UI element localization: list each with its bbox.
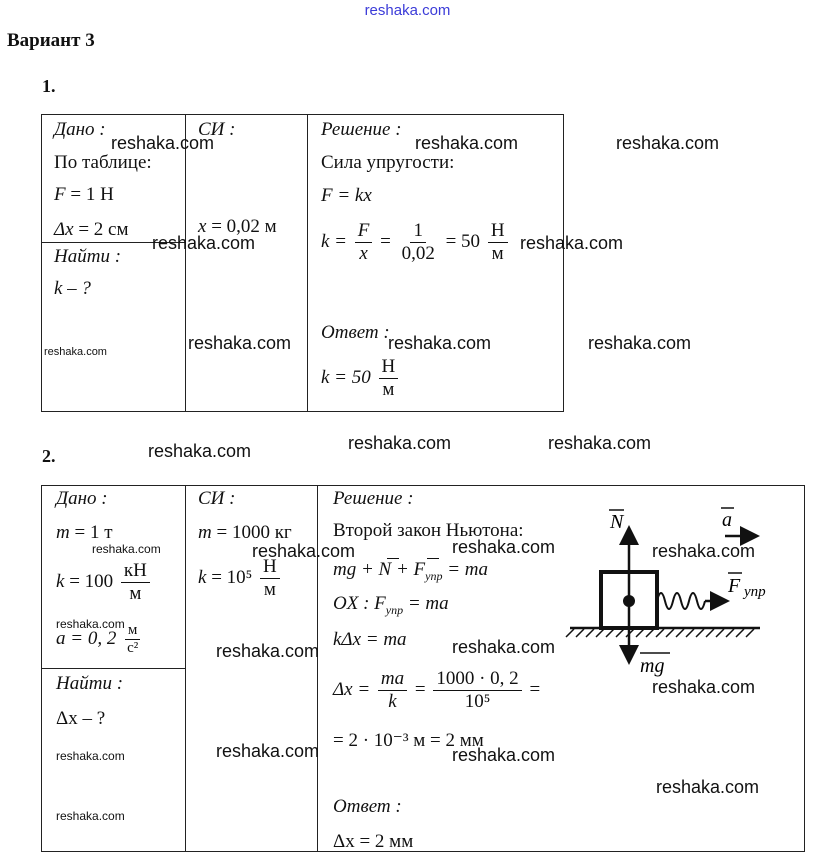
p2-mass-given: m = 1 т	[56, 522, 113, 543]
p2-force-diagram	[560, 500, 800, 680]
p1-table-ref: По таблице:	[54, 152, 152, 173]
p2-vector-equation: mg + $N + F_{упр}$ = ma	[333, 559, 489, 583]
p1-si-value: x = 0,02 м	[198, 216, 277, 237]
p2-newton-law-title: Второй закон Ньютона:	[333, 520, 524, 541]
p1-si-label: СИ :	[198, 119, 236, 140]
elastic-force-subscript: упр	[744, 584, 766, 600]
watermark: reshaka.com	[388, 333, 492, 353]
watermark: reshaka.com	[188, 333, 292, 353]
p2-frac-ma-over-k: $\frac{ma}{k}$	[378, 668, 407, 713]
p1-elastic-force-title: Сила упругости:	[321, 152, 455, 173]
p2-si-k: k = 10⁵ $\frac{Н}{м}$	[198, 556, 283, 601]
p2-k-given: k = 100 $\frac{кН}{м}$	[56, 560, 153, 605]
p2-si-k-unit: $\frac{Н}{м}$	[260, 556, 280, 601]
watermark: reshaka.com	[252, 541, 356, 561]
site-header-link[interactable]: reshaka.com	[364, 2, 451, 19]
p2-a-given: a = 0, 2 $\frac{м}{\text{с²}}$	[56, 622, 144, 657]
watermark-small: reshaka.com	[56, 617, 125, 631]
problem-1-number: 1.	[42, 76, 56, 96]
p2-frac-numeric: $\frac{1000 \cdot 0, 2}{\text{10⁵}}$	[433, 668, 521, 713]
p1-frac-unit: $\frac{Н}{м}$	[488, 220, 508, 265]
watermark: reshaka.com	[548, 433, 652, 453]
p2-find-label: Найти :	[56, 673, 124, 694]
p1-answer-label: Ответ :	[321, 322, 390, 343]
p2-ox-projection: OX : $F_{упр}$ = ma	[333, 593, 449, 617]
watermark: reshaka.com	[216, 741, 320, 761]
p1-force-given: F = 1 Н	[54, 184, 114, 205]
watermark: reshaka.com	[348, 433, 452, 453]
p1-frac-f-over-x: $\frac{F}{x}$	[355, 220, 373, 265]
vector-bar-f	[427, 558, 439, 559]
p1-answer-value: k = 50 $\frac{Н}{м}$	[321, 356, 401, 401]
watermark: reshaka.com	[216, 641, 320, 661]
p2-si-label: СИ :	[198, 488, 236, 509]
watermark: reshaka.com	[652, 541, 756, 561]
watermark-small: reshaka.com	[56, 749, 125, 763]
watermark: reshaka.com	[415, 133, 519, 153]
watermark-small: reshaka.com	[56, 809, 125, 823]
normal-force-label: N	[610, 511, 624, 533]
p2-solution-label: Решение :	[333, 488, 414, 509]
p2-k-unit: $\frac{кН}{м}$	[121, 560, 150, 605]
acceleration-label: a	[722, 509, 732, 531]
variant-title: Вариант 3	[7, 30, 95, 51]
p1-frac-numeric: $\frac{1}{0,02}$	[401, 220, 435, 264]
p2-a-unit: $\frac{м}{\text{с²}}$	[124, 622, 141, 657]
p1-si-cell	[186, 115, 308, 412]
watermark: reshaka.com	[452, 537, 556, 557]
p2-result: = 2 · 10⁻³ м = 2 мм	[333, 730, 484, 751]
p2-find-value: Δx – ?	[56, 708, 106, 729]
watermark: reshaka.com	[588, 333, 692, 353]
problem-2-number: 2.	[42, 446, 56, 466]
watermark: reshaka.com	[520, 233, 624, 253]
watermark-small: reshaka.com	[92, 542, 161, 556]
p2-answer-value: Δx = 2 мм	[333, 831, 414, 852]
gravity-force-label: mg	[640, 655, 665, 677]
watermark: reshaka.com	[452, 637, 556, 657]
watermark: reshaka.com	[616, 133, 720, 153]
p1-answer-unit: $\frac{Н}{м}$	[379, 356, 399, 401]
elastic-force-label: F	[728, 575, 741, 597]
watermark: reshaka.com	[652, 677, 756, 697]
watermark: reshaka.com	[452, 745, 556, 765]
p1-find-value: k – ?	[54, 278, 91, 299]
p2-answer-label: Ответ :	[333, 796, 402, 817]
p2-si-mass: m = 1000 кг	[198, 522, 292, 543]
p1-find-label: Найти :	[54, 246, 122, 267]
p1-given-label: Дано :	[54, 119, 106, 140]
p2-kdx-equation: kΔx = ma	[333, 629, 407, 650]
p1-solution-label: Решение :	[321, 119, 402, 140]
p1-hooke-law: F = kx	[321, 185, 372, 206]
watermark: reshaka.com	[656, 777, 760, 797]
p2-given-label: Дано :	[56, 488, 108, 509]
watermark-small: reshaka.com	[44, 346, 107, 358]
watermark: reshaka.com	[148, 441, 252, 461]
vector-bar-n	[387, 558, 399, 559]
ground-surface	[566, 628, 760, 637]
watermark: reshaka.com	[111, 133, 215, 153]
p1-dx-given: Δx = 2 см	[54, 219, 129, 240]
p2-dx-equation: Δx = $\frac{ma}{k}$ = $\frac{1000 \cdot 0, 2}{\text{10⁵}}$ =	[333, 668, 541, 712]
p1-k-equation: k = $\frac{F}{x}$ = $\frac{1}{0,02}$ = 50 $\frac{Н}{м}$	[321, 220, 511, 265]
watermark: reshaka.com	[152, 233, 256, 253]
spring	[657, 593, 705, 609]
